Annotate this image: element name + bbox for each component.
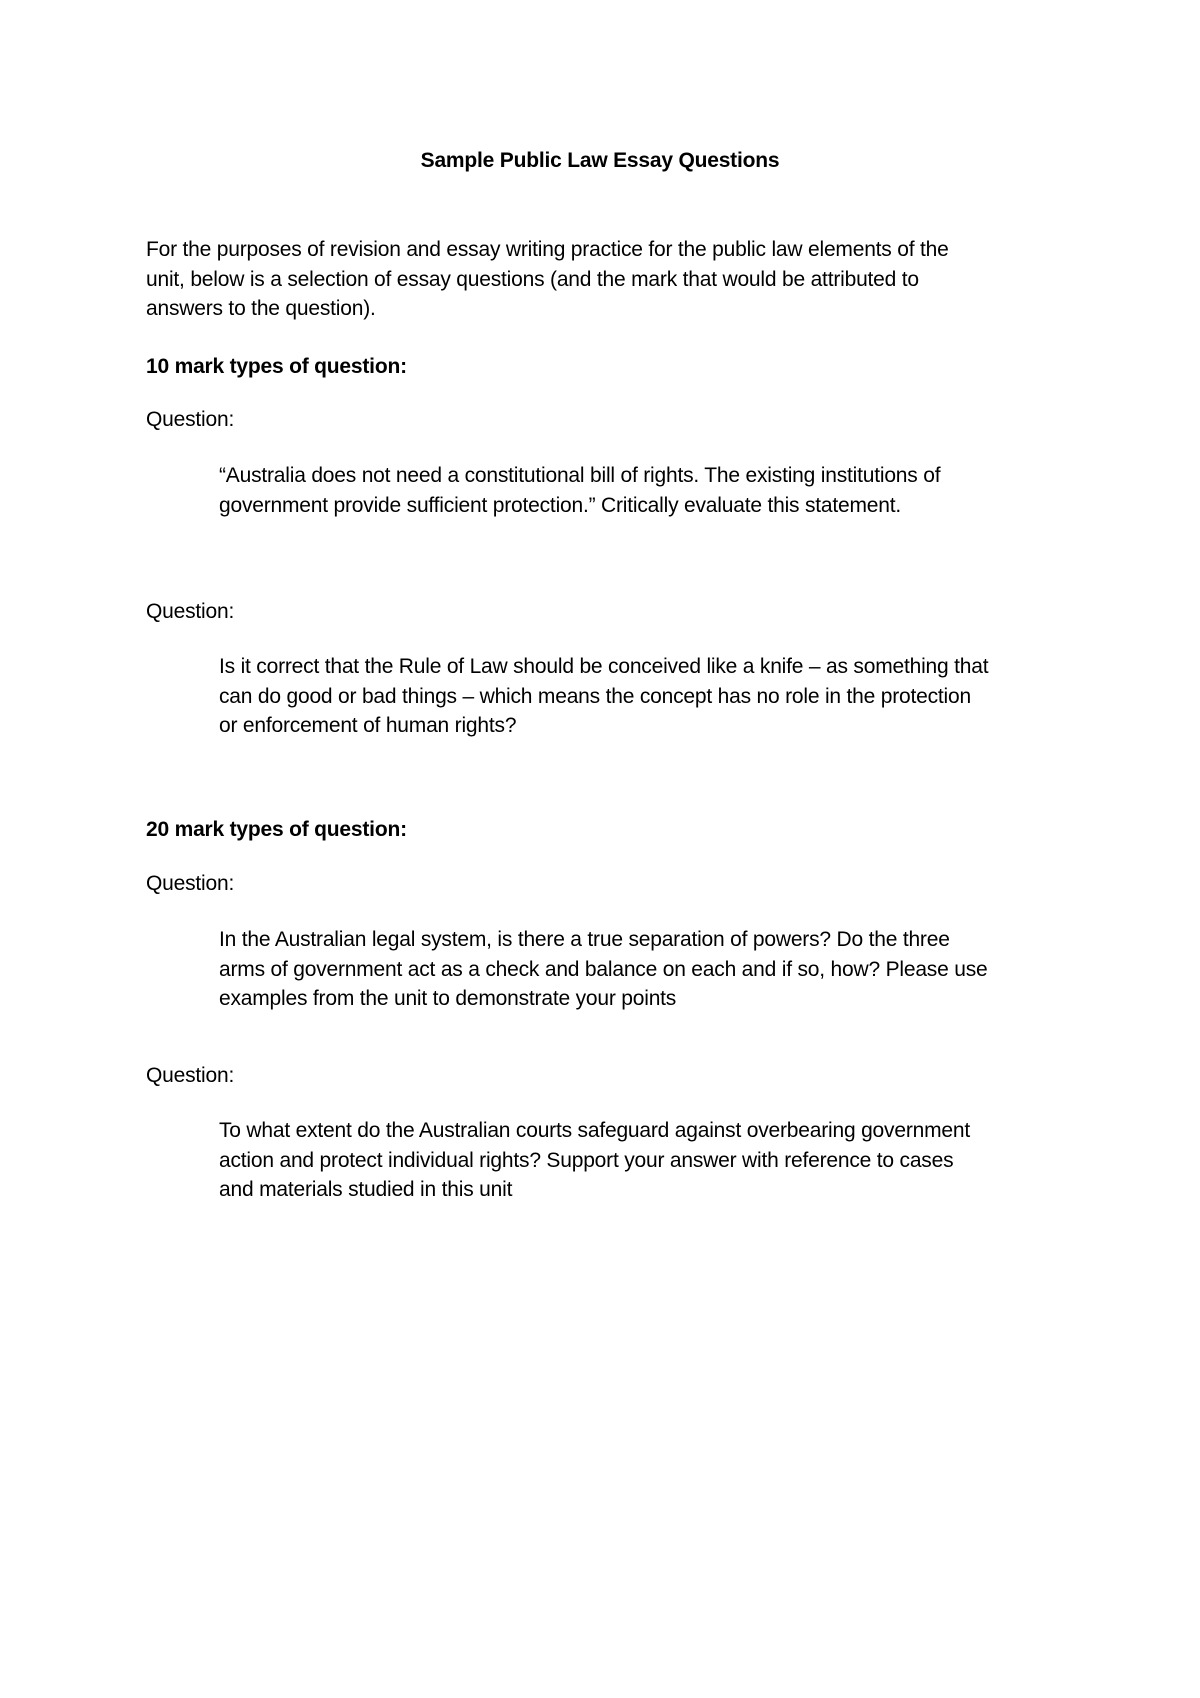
question-label: Question: — [146, 408, 235, 431]
intro-line: For the purposes of revision and essay writing practice for the public law elements of the — [146, 238, 949, 261]
question-line: Is it correct that the Rule of Law should be conceived like a knife – as something that — [219, 655, 989, 678]
question-line: and materials studied in this unit — [219, 1178, 513, 1201]
question-line: examples from the unit to demonstrate your points — [219, 987, 677, 1010]
question-label: Question: — [146, 600, 235, 623]
question-line: or enforcement of human rights? — [219, 714, 517, 737]
section-heading-20-mark: 20 mark types of question: — [146, 818, 407, 841]
document-title: Sample Public Law Essay Questions — [420, 149, 780, 172]
question-text — [219, 1116, 1069, 1205]
question-line: action and protect individual rights? Support your answer with reference to cases — [219, 1148, 954, 1172]
question-text — [219, 925, 1069, 1014]
question-line: “Australia does not need a constitutional bill of rights. The existing institutions of — [219, 464, 941, 487]
question-line: To what extent do the Australian courts safeguard against overbearing government — [219, 1119, 970, 1142]
question-label: Question: — [146, 872, 235, 895]
question-line: arms of government act as a check and balance on each and if so, how? Please use — [219, 957, 988, 981]
intro-line: unit, below is a selection of essay questions (and the mark that would be attributed to — [146, 267, 919, 291]
intro-paragraph — [146, 235, 1046, 324]
question-text — [219, 461, 1069, 520]
question-line: government provide sufficient protection.” Critically evaluate this statement. — [219, 493, 902, 517]
question-line: In the Australian legal system, is there a true separation of powers? Do the three — [219, 928, 950, 951]
question-line: can do good or bad things – which means the concept has no role in the protection — [219, 684, 971, 708]
intro-line: answers to the question). — [146, 297, 376, 320]
section-heading-10-mark: 10 mark types of question: — [146, 355, 407, 378]
question-label: Question: — [146, 1064, 235, 1087]
question-text — [219, 652, 1069, 741]
